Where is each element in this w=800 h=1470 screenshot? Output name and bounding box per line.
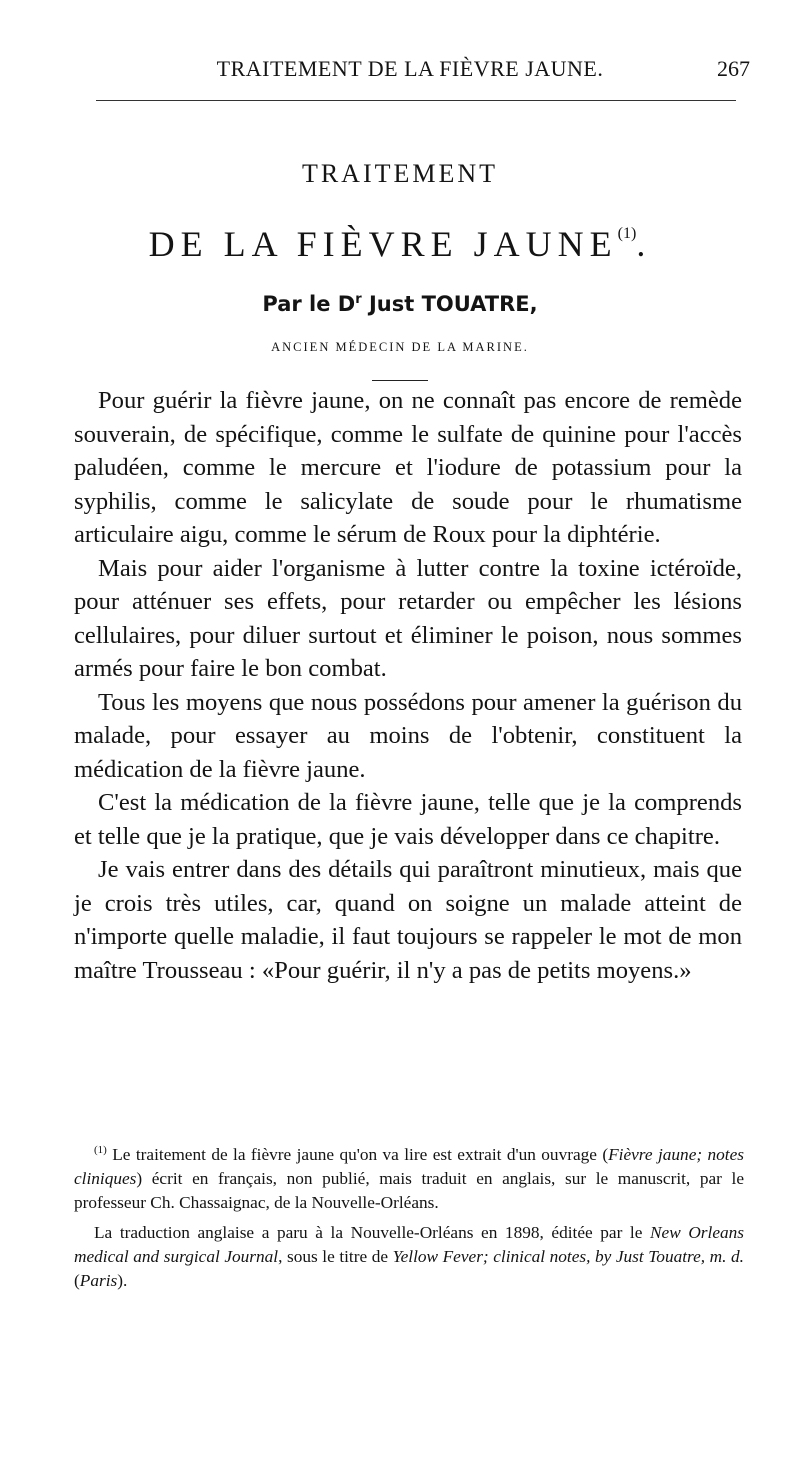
author-affiliation: ANCIEN MÉDECIN DE LA MARINE. — [271, 340, 529, 354]
footnote-2 — [74, 1221, 744, 1293]
running-head-title: TRAITEMENT DE LA FIÈVRE JAUNE. — [216, 56, 604, 81]
author-sup: r — [355, 292, 362, 307]
title-line-2-text: DE LA FIÈVRE JAUNE — [148, 224, 618, 264]
title-rule — [372, 380, 428, 381]
header-rule — [96, 100, 736, 101]
footnote-1-ref: (1) — [94, 1144, 107, 1156]
footnote-2-english-title: Yellow Fever; clinical notes, by Just Touatre, m. d. — [392, 1246, 744, 1266]
page-number: 267 — [717, 56, 750, 81]
paragraph: Je vais entrer dans des détails qui paraîtront minutieux, mais que je crois très utiles, car, quand on soigne un malade atteint de n'importe quelle maladie, il faut toujours se rappeler le mot de mon maître Trousseau : «Pour guérir, il n'y a pas de petits moyens.» — [74, 856, 742, 984]
title-line-2 — [0, 212, 800, 266]
paragraph: Mais pour aider l'organisme à lutter contre la toxine ictéroïde, pour atténuer ses effets, pour retarder ou empêcher les lésions cellulaires, pour diluer surtout et éliminer le poison, nous sommes armés pour faire le bon combat. — [74, 554, 742, 682]
paragraph: Tous les moyens que nous possédons pour amener la guérison du malade, pour essayer au moins de l'obtenir, constituent la médication de la fièvre jaune. — [74, 688, 742, 783]
paragraph: C'est la médication de la fièvre jaune, telle que je la comprends et telle que je la pratique, que je vais développer dans ce chapitre. — [74, 789, 742, 850]
title-line-1: TRAITEMENT — [301, 159, 499, 188]
author-line — [0, 286, 800, 318]
footnote-1-work-title: Fièvre jaune; notes cliniques — [74, 1144, 745, 1188]
footnote-2-place: Paris — [79, 1270, 118, 1290]
paragraph: Pour guérir la fièvre jaune, on ne connaît pas encore de remède souverain, de spécifique, comme le sulfate de quinine pour l'accès paludéen, comme le mercure et l'iodure de potassium pour la syphilis, comme le salicylate de soude pour le rhumatisme articulaire aigu, comme le sérum de Roux pour la diphtérie. — [74, 387, 742, 548]
author-prefix: Par le D — [262, 292, 356, 316]
author-name: Just TOUATRE, — [361, 292, 538, 316]
title-block — [0, 158, 800, 381]
footnotes — [74, 1138, 744, 1299]
footnote-2-journal: New Orleans medical and surgical Journal — [74, 1222, 745, 1266]
title-footnote-ref: (1) — [617, 225, 637, 242]
footnote-1-text-b: ) écrit en français, non publié, mais traduit en anglais, sur le manuscrit, par le professeur Ch. Chassaignac, de la Nouvelle-Orléans. — [74, 1168, 744, 1212]
footnote-2-text-d: ). — [117, 1270, 128, 1290]
title-end: . — [636, 224, 652, 264]
footnote-1 — [74, 1138, 744, 1215]
footnote-2-text-a: La traduction anglaise a paru à la Nouvelle-Orléans en 1898, éditée par le — [94, 1222, 650, 1242]
body-text — [74, 384, 742, 987]
footnote-2-text-c: ( — [74, 1270, 80, 1290]
running-head — [70, 56, 750, 86]
footnote-2-text-b: , sous le titre de — [278, 1246, 393, 1266]
footnote-1-text-a: Le traitement de la fièvre jaune qu'on va lire est extrait d'un ouvrage ( — [106, 1144, 609, 1164]
